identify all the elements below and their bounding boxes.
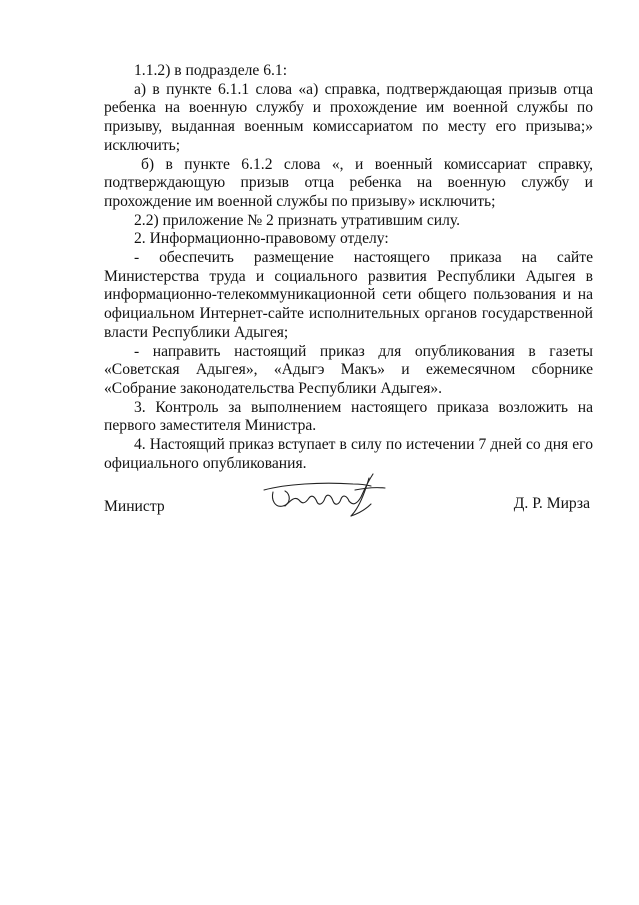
paragraph-2-2: 2.2) приложение № 2 признать утратившим силу.	[134, 211, 461, 229]
paragraph-section-2: 2. Информационно-правовому отделу:	[134, 230, 389, 248]
paragraph-section-3: 3. Контроль за выполнением настоящего приказа возложить на первого заместителя Министра.	[104, 398, 593, 435]
paragraph-item-b: б) в пункте 6.1.2 слова «, и военный комиссариат справку, подтверждающую призыв отца ребенка на военную службу и прохождение им военной службы по призыву» исключить;	[104, 155, 593, 210]
signatory-title: Министр	[104, 498, 165, 515]
signatory-name: Д. Р. Мирза	[513, 495, 590, 512]
handwritten-signature	[261, 470, 396, 520]
paragraph-1-1-2: 1.1.2) в подразделе 6.1:	[134, 62, 288, 79]
signature-block	[104, 470, 593, 530]
paragraph-publish-website: - обеспечить размещение настоящего приказа на сайте Министерства труда и социального развития Республики Адыгея в информационно-телекоммуникационной сети общего пользования и на официальном Интернет-сайте исполнительных органов государственной власти Республики Адыгея;	[104, 249, 593, 341]
paragraph-item-a: а) в пункте 6.1.1 слова «а) справка, подтверждающая призыв отца ребенка на военную службу и прохождение им военной службы по призыву, выданная военным комиссариатом по месту его призыва;» исключить;	[104, 80, 593, 154]
paragraph-section-4: 4. Настоящий приказ вступает в силу по истечении 7 дней со дня его официального опубликования.	[104, 436, 593, 472]
paragraph-publish-newspapers: - направить настоящий приказ для опубликования в газеты «Советская Адыгея», «Адыгэ Макъ» и ежемесячном сборнике «Собрание законодательства Республики Адыгея».	[104, 342, 593, 397]
document-body	[104, 62, 593, 473]
